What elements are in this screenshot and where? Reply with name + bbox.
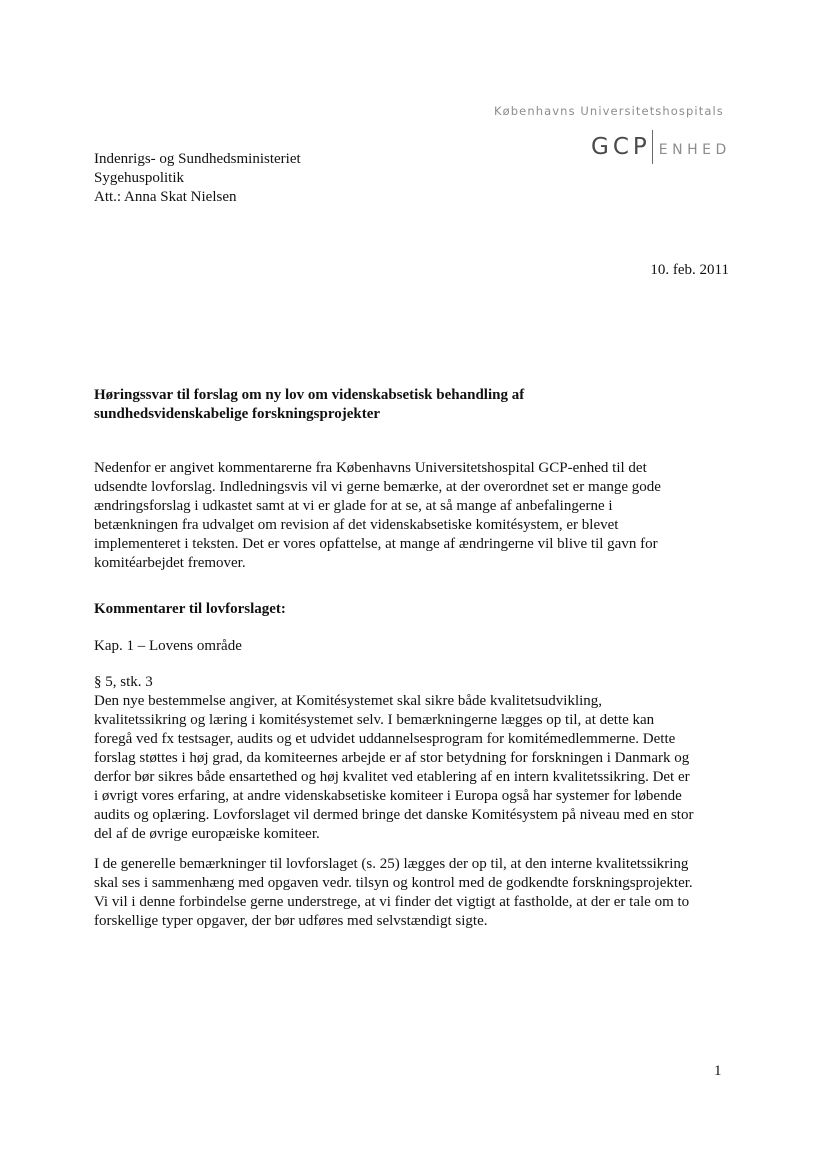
letterhead-institution: Københavns Universitetshospitals	[494, 104, 724, 118]
intro-paragraph	[94, 459, 734, 573]
section-paragraph	[94, 673, 734, 844]
logo-gcp-text: GCP	[591, 134, 651, 160]
recipient-line: Sygehuspolitik	[94, 170, 185, 186]
paragraph-line: kvalitetssikring og læring i komitésystemet selv. I bemærkningerne lægges op til, at dette kan	[94, 712, 655, 728]
logo-enhed-text: ENHED	[658, 142, 731, 158]
paragraph-line: foregå ved fx testsager, audits og et udvidet uddannelsesprogram for komitémedlemmerne. Dette	[94, 731, 676, 747]
letter-date: 10. feb. 2011	[650, 262, 729, 278]
paragraph-line: audits og oplæring. Lovforslaget vil dermed bringe det danske Komitésystem på niveau med en stor	[94, 807, 694, 823]
letter-subject	[94, 386, 734, 424]
paragraph-line: skal ses i sammenhæng med opgaven vedr. tilsyn og kontrol med de godkendte forskningsprojekter.	[94, 875, 693, 891]
paragraph-line: derfor bør sikres både ensartethed og høj kvalitet ved etablering af en intern kvalitetssikring. Det er	[94, 769, 690, 785]
paragraph-line: forslag støttes i høj grad, da komiteernes arbejde er af stor betydning for forskningen i Danmark og	[94, 750, 690, 766]
paragraph-line: i øvrigt vores erfaring, at andre videnskabsetiske komiteer i Europa også har systemer for løbende	[94, 788, 682, 804]
paragraph-line: Vi vil i denne forbindelse gerne understrege, at vi finder det vigtigt at fastholde, at der er tale om to	[94, 894, 690, 910]
paragraph-line: Den nye bestemmelse angiver, at Komitésystemet skal sikre både kvalitetsudvikling,	[94, 693, 603, 709]
recipient-line: Att.: Anna Skat Nielsen	[94, 189, 237, 205]
intro-line: ændringsforslag i udkastet samt at vi er glade for at se, at så mange af anbefalingerne i	[94, 498, 613, 514]
chapter-line: Kap. 1 – Lovens område	[94, 638, 242, 654]
gcp-logo	[591, 130, 731, 164]
chapter-title	[94, 637, 734, 656]
paragraph-line: del af de øvrige europæiske komiteer.	[94, 826, 320, 842]
intro-line: betænkningen fra udvalget om revision af det videnskabsetiske komitésystem, er blevet	[94, 517, 619, 533]
subject-line: sundhedsvidenskabelige forskningsprojekter	[94, 406, 381, 422]
paragraph-line: I de generelle bemærkninger til lovforslaget (s. 25) lægges der op til, at den interne kvalitetssikring	[94, 856, 689, 872]
recipient-address	[94, 150, 301, 207]
intro-line: udsendte lovforslag. Indledningsvis vil vi gerne bemærke, at der overordnet set er mange gode	[94, 479, 661, 495]
comments-heading: Kommentarer til lovforslaget:	[94, 601, 286, 617]
general-remarks-paragraph	[94, 855, 734, 931]
logo-divider	[652, 130, 653, 164]
page-number: 1	[714, 1063, 722, 1079]
subject-line: Høringssvar til forslag om ny lov om videnskabsetisk behandling af	[94, 387, 525, 403]
intro-line: komitéarbejdet fremover.	[94, 555, 246, 571]
recipient-line: Indenrigs- og Sundhedsministeriet	[94, 151, 301, 167]
section-reference: § 5, stk. 3	[94, 674, 153, 690]
intro-line: Nedenfor er angivet kommentarerne fra Københavns Universitetshospital GCP-enhed til det	[94, 460, 647, 476]
paragraph-line: forskellige typer opgaver, der bør udføres med selvstændigt sigte.	[94, 913, 488, 929]
intro-line: implementeret i teksten. Det er vores opfattelse, at mange af ændringerne vil blive til gavn for	[94, 536, 658, 552]
